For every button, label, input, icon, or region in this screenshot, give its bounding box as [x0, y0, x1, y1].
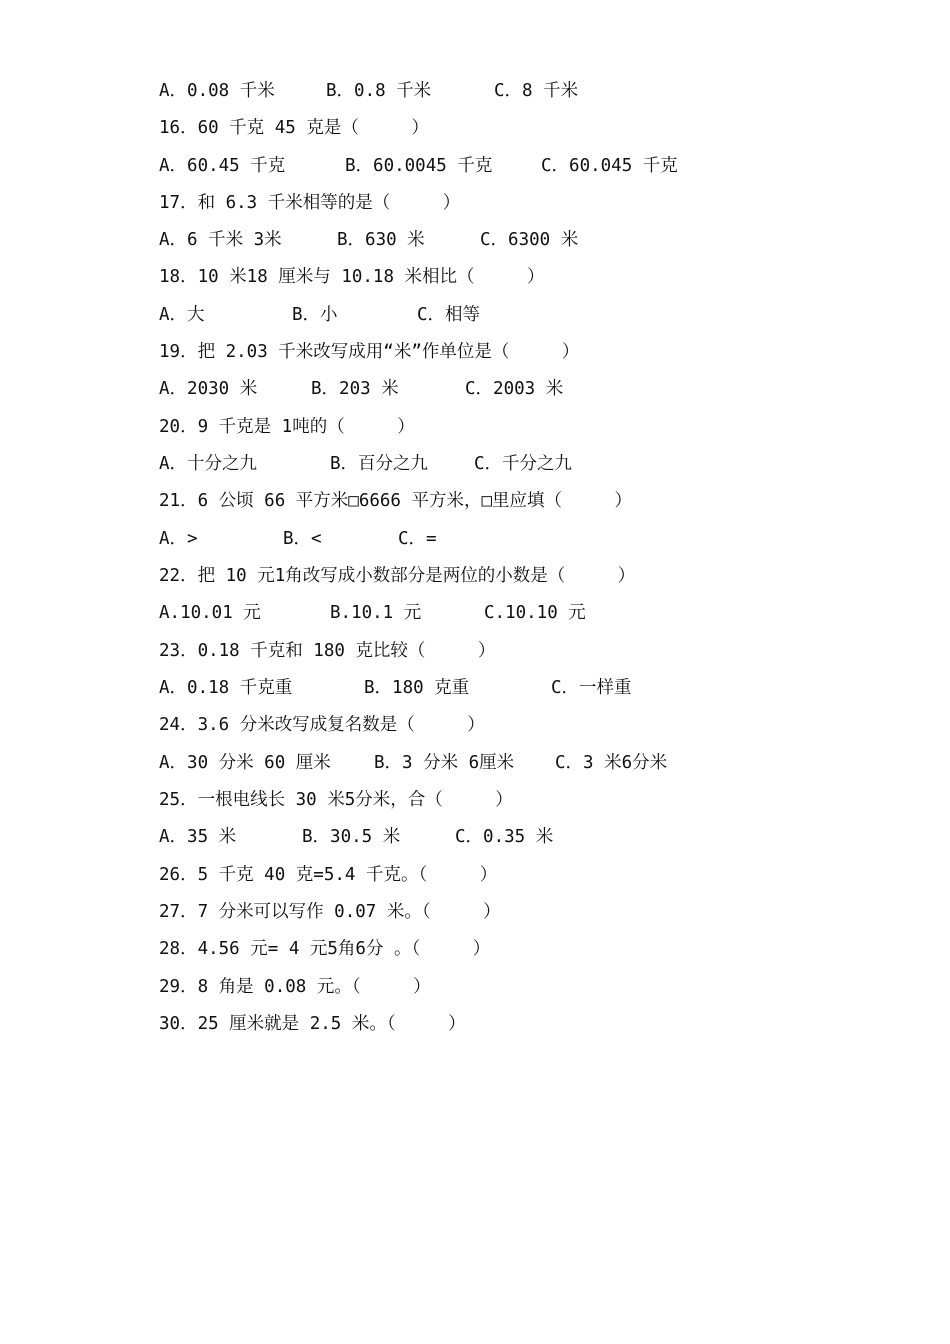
option-b: B．百分之九: [330, 454, 429, 474]
option-a: A.10.01 元: [159, 603, 261, 623]
options-row-q16: [159, 151, 678, 181]
option-c: C．一样重: [551, 678, 632, 698]
question-22: 22．把 10 元1角改写成小数部分是两位的小数是（ ）: [159, 566, 636, 586]
options-row-q20: [159, 449, 573, 479]
question-25: 25．一根电线长 30 米5分米，合（ ）: [159, 790, 513, 810]
option-b: B．3 分米 6厘米: [374, 753, 515, 773]
option-b: B．60.0045 千克: [345, 156, 493, 176]
question-23: 23．0.18 千克和 180 克比较（ ）: [159, 641, 496, 661]
option-a: A．6 千米 3米: [159, 230, 282, 250]
option-a: A．2030 米: [159, 379, 258, 399]
option-a: A．0.18 千克重: [159, 678, 293, 698]
option-a: A．0.08 千米: [159, 81, 275, 101]
option-b: B．<: [283, 529, 322, 549]
option-b: B.10.1 元: [330, 603, 422, 623]
options-row-q18: [159, 300, 481, 330]
option-c: C．3 米6分米: [555, 753, 668, 773]
options-row-q19: [159, 374, 564, 404]
option-c: C．0.35 米: [455, 827, 554, 847]
options-row-q21: [159, 524, 437, 554]
option-a: A．>: [159, 529, 198, 549]
question-16: 16．60 千克 45 克是（ ）: [159, 118, 429, 138]
option-a: A．大: [159, 305, 205, 325]
question-26: 26．5 千克 40 克=5.4 千克。（ ）: [159, 865, 498, 885]
option-b: B．30.5 米: [302, 827, 401, 847]
option-c: C．8 千米: [494, 81, 579, 101]
option-b: B．0.8 千米: [326, 81, 432, 101]
option-c: C．6300 米: [480, 230, 579, 250]
option-a: A．35 米: [159, 827, 237, 847]
options-row-q23: [159, 673, 632, 703]
question-30: 30．25 厘米就是 2.5 米。（ ）: [159, 1014, 466, 1034]
options-row-q24: [159, 748, 668, 778]
option-c: C．2003 米: [465, 379, 564, 399]
option-a: A．30 分米 60 厘米: [159, 753, 331, 773]
question-20: 20．9 千克是 1吨的（ ）: [159, 417, 415, 437]
option-c: C．千分之九: [474, 454, 573, 474]
options-row-q15: [159, 76, 579, 106]
option-b: B．小: [292, 305, 338, 325]
option-c: C．相等: [417, 305, 481, 325]
option-c: C．60.045 千克: [541, 156, 678, 176]
question-29: 29．8 角是 0.08 元。（ ）: [159, 977, 431, 997]
question-24: 24．3.6 分米改写成复名数是（ ）: [159, 715, 485, 735]
options-row-q17: [159, 225, 579, 255]
question-19: 19．把 2.03 千米改写成用“米”作单位是（ ）: [159, 342, 580, 362]
question-28: 28．4.56 元= 4 元5角6分 。（ ）: [159, 939, 491, 959]
question-18: 18．10 米18 厘米与 10.18 米相比（ ）: [159, 267, 545, 287]
question-21: 21．6 公顷 66 平方米□6666 平方米，□里应填（ ）: [159, 491, 633, 511]
option-a: A．60.45 千克: [159, 156, 286, 176]
question-17: 17．和 6.3 千米相等的是（ ）: [159, 193, 461, 213]
option-a: A．十分之九: [159, 454, 258, 474]
options-row-q22: [159, 598, 586, 628]
option-b: B．203 米: [311, 379, 399, 399]
option-c: C．=: [398, 529, 437, 549]
option-c: C.10.10 元: [484, 603, 586, 623]
option-b: B．630 米: [337, 230, 425, 250]
options-row-q25: [159, 822, 554, 852]
option-b: B．180 克重: [364, 678, 470, 698]
question-27: 27．7 分米可以写作 0.07 米。（ ）: [159, 902, 501, 922]
